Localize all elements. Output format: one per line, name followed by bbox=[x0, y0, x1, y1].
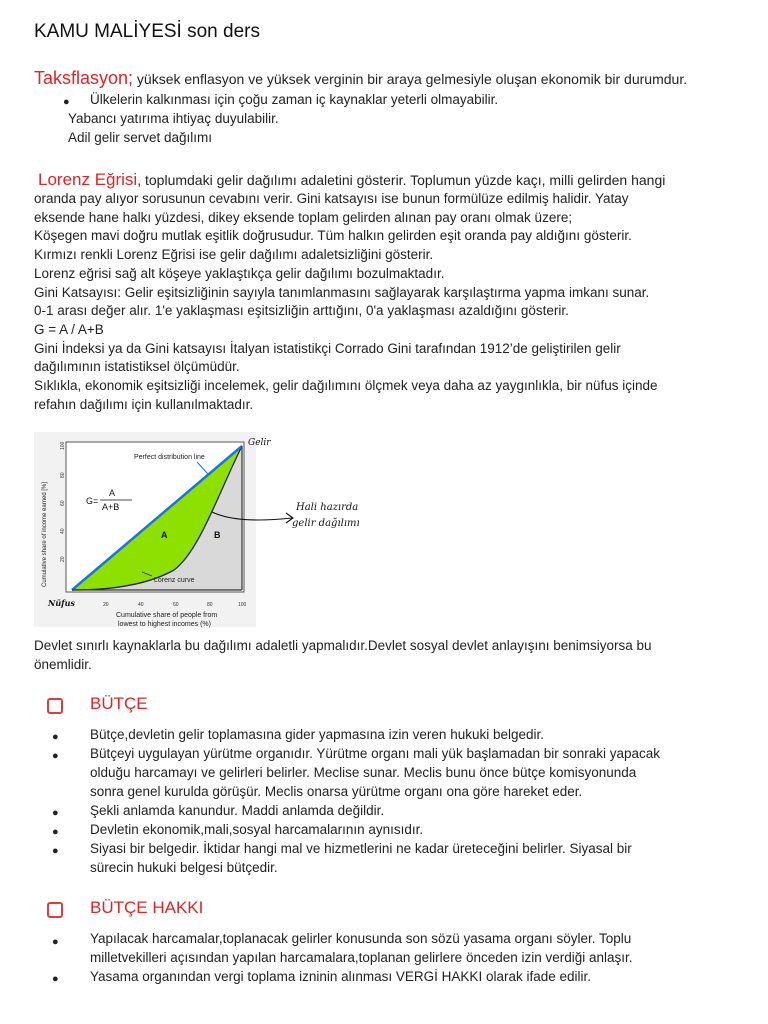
bullet-icon: ● bbox=[63, 96, 70, 108]
lorenz-line: Lorenz eğrisi sağ alt köşeye yaklaştıkça gelir dağılımı bozulmaktadır. bbox=[34, 265, 445, 281]
gini-formula: G = A / A+B bbox=[34, 321, 104, 337]
devlet-line: önemlidir. bbox=[34, 656, 92, 672]
area-a-label: A bbox=[161, 530, 168, 540]
bullet-icon: ● bbox=[52, 936, 59, 948]
bullet-icon: ● bbox=[52, 807, 59, 819]
butce-hakki-item-cont: milletvekilleri açısından yapılan harcamalara,toplanan gelirlere önceden izin verdiği anlaşır. bbox=[90, 950, 633, 965]
lorenz-line: Kırmızı renkli Lorenz Eğrisi ise gelir dağılımı adaletsizliğini gösterir. bbox=[34, 247, 434, 263]
y-tick: 40 bbox=[60, 528, 66, 534]
gini-numerator: A bbox=[109, 488, 116, 498]
taksflasyon-term: Taksflasyon; bbox=[34, 68, 134, 88]
checkbox-icon[interactable] bbox=[47, 698, 63, 714]
x-axis-label-2: lowest to highest incomes (%) bbox=[118, 621, 211, 628]
y-tick: 80 bbox=[60, 472, 66, 478]
handwritten-nufus: Nüfus bbox=[48, 598, 75, 608]
taksflasyon-bullet: Ülkelerin kalkınması için çoğu zaman iç kaynaklar yeterli olmayabilir. bbox=[90, 92, 499, 107]
lorenz-line: refahın dağılımı için kullanılmaktadır. bbox=[34, 396, 254, 412]
butce-hakki-item: Yasama organından vergi toplama izninin alınması VERGİ HAKKI olarak ifade edilir. bbox=[90, 969, 592, 984]
butce-item-cont: olduğu harcamayı ve gelirleri belirler. Meclise sunar. Meclis bunu önce bütçe komisyonunda bbox=[90, 765, 637, 780]
x-tick: 20 bbox=[103, 602, 109, 608]
butce-item-cont: sonra genel kurulda görüşür. Meclis onarsa yürütme organı ona göre hareket eder. bbox=[90, 784, 583, 799]
butce-hakki-item: Yapılacak harcamalar,toplanacak gelirler konusunda son sözü yasama organı söyler. Toplu bbox=[90, 931, 632, 946]
lorenz-line: 0-1 arası değer alır. 1'e yaklaşması eşitsizliğin arttığını, 0'a yaklaşması azaldığını gösterir. bbox=[34, 303, 569, 319]
devlet-paragraph bbox=[34, 637, 754, 674]
butce-item: Siyasi bir belgedir. İktidar hangi mal ve hizmetlerini ne kadar üreteceğini belirler. Siyasal bir bbox=[90, 841, 632, 856]
page-title: KAMU MALİYESİ son ders bbox=[34, 21, 260, 42]
y-axis-label: Cumulative share of income earned [%] bbox=[42, 481, 48, 587]
y-tick: 60 bbox=[60, 500, 66, 506]
taksflasyon-paragraph bbox=[34, 68, 687, 89]
perfect-line-label: Perfect distribution line bbox=[134, 454, 205, 461]
x-tick: 80 bbox=[207, 602, 213, 608]
butce-item: Bütçeyi uygulayan yürütme organıdır. Yürütme organı mali yük başlamadan bir sonraki yapacak bbox=[90, 746, 661, 761]
lorenz-first-line bbox=[38, 170, 665, 190]
bullet-icon: ● bbox=[52, 973, 59, 985]
lorenz-first-text: , toplumdaki gelir dağılımı adaletini gösterir. Toplumun yüzde kaçı, milli gelirden hangi bbox=[137, 172, 666, 188]
gini-g: G= bbox=[86, 496, 99, 506]
lorenz-line: Gini İndeksi ya da Gini katsayısı İtalyan istatistikçi Corrado Gini tarafından 1912’de geliştirilen gelir bbox=[34, 340, 621, 356]
taksflasyon-definition: yüksek enflasyon ve yüksek verginin bir araya gelmesiyle oluşan ekonomik bir durumdur. bbox=[133, 71, 688, 87]
x-axis-label-1: Cumulative share of people from bbox=[116, 612, 218, 619]
bullet-icon: ● bbox=[52, 731, 59, 743]
handwritten-note-1: Hali hazırda bbox=[296, 502, 359, 513]
y-tick: 20 bbox=[60, 556, 66, 562]
handwritten-gelir: Gelir bbox=[248, 438, 271, 448]
bullet-icon: ● bbox=[52, 750, 59, 762]
lorenz-line: dağılımının istatistiksel ölçümüdür. bbox=[34, 359, 240, 375]
x-tick: 40 bbox=[138, 602, 144, 608]
taksflasyon-line2: Yabancı yatırıma ihtiyaç duyulabilir. bbox=[68, 111, 279, 126]
lorenz-paragraph bbox=[34, 190, 754, 414]
area-b-label: B bbox=[214, 530, 221, 540]
butce-heading: BÜTÇE bbox=[90, 694, 148, 713]
bullet-icon: ● bbox=[52, 826, 59, 838]
y-tick: 100 bbox=[60, 441, 66, 450]
butce-item: Bütçe,devletin gelir toplamasına gider yapmasına izin veren hukuki belgedir. bbox=[90, 727, 545, 742]
butce-item: Devletin ekonomik,mali,sosyal harcamalarının aynısıdır. bbox=[90, 822, 424, 837]
lorenz-line: oranda pay alıyor sorusunun cevabını verir. Gini katsayısı ise bunun formülüze edilmiş halidir. Yatay bbox=[34, 191, 629, 206]
lorenz-term: Lorenz Eğrisi bbox=[38, 170, 138, 189]
taksflasyon-line3: Adil gelir servet dağılımı bbox=[68, 130, 213, 145]
gini-denominator: A+B bbox=[102, 502, 120, 512]
bullet-icon: ● bbox=[52, 845, 59, 857]
lorenz-line: Köşegen mavi doğru mutlak eşitlik doğrusudur. Tüm halkın gelirden eşit oranda pay aldığını gösterir. bbox=[34, 228, 632, 244]
butce-item-cont: sürecin hukuki belgesi bütçedir. bbox=[90, 860, 278, 875]
lorenz-line: eksende hane halkı yüzdesi, dikey eksende toplam gelirden alınan pay oranı olmak üzere; bbox=[34, 209, 573, 225]
lorenz-chart bbox=[34, 432, 414, 637]
handwritten-note-2: gelir dağılımı bbox=[292, 518, 360, 529]
lorenz-curve-label: Lorenz curve bbox=[154, 577, 195, 584]
lorenz-line: Gini Katsayısı: Gelir eşitsizliğinin sayıyla tanımlanmasını sağlayarak karşılaştırma yapma imkanı sunar. bbox=[34, 284, 650, 300]
butce-item: Şekli anlamda kanundur. Maddi anlamda değildir. bbox=[90, 803, 385, 818]
devlet-line: Devlet sınırlı kaynaklarla bu dağılımı adaletli yapmalıdır.Devlet sosyal devlet anlayışını benimsiyorsa bu bbox=[34, 638, 652, 653]
x-tick: 100 bbox=[238, 602, 247, 608]
x-tick: 60 bbox=[173, 602, 179, 608]
checkbox-icon[interactable] bbox=[47, 902, 63, 918]
butce-hakki-heading: BÜTÇE HAKKI bbox=[90, 898, 204, 917]
lorenz-line: Sıklıkla, ekonomik eşitsizliği incelemek, gelir dağılımını ölçmek veya daha az yaygınlıkla, bir nüfus içinde bbox=[34, 378, 658, 394]
